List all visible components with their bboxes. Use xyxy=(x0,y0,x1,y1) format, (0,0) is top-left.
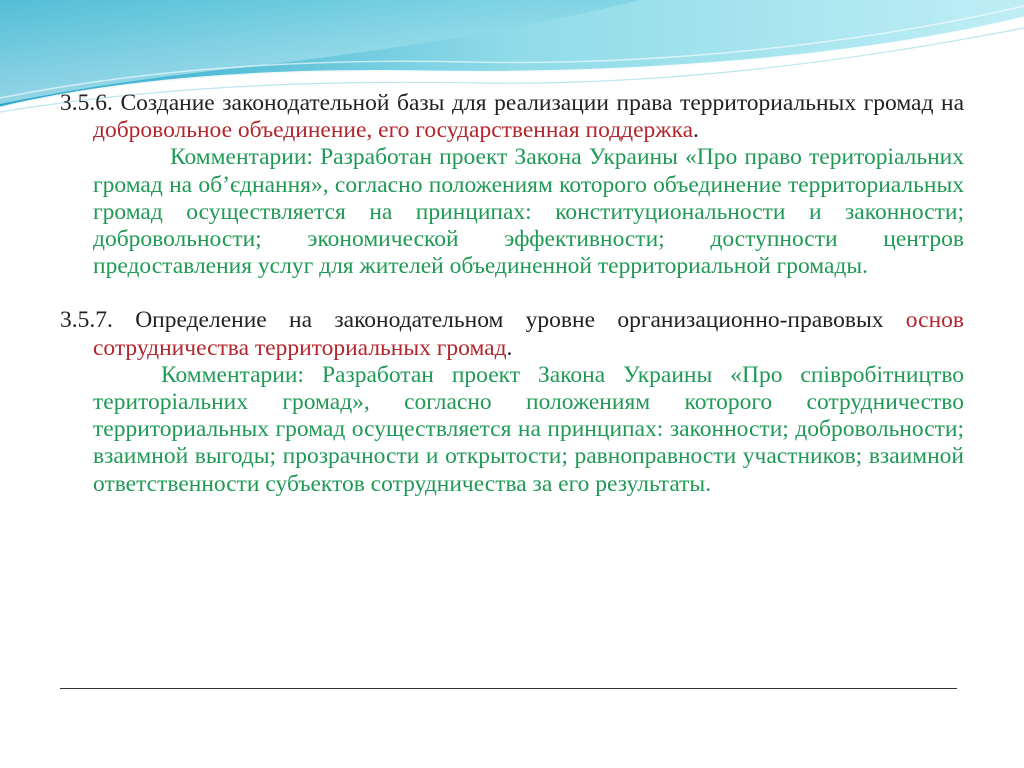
section-number: 3.5.7. xyxy=(60,307,113,334)
section-text-end: . xyxy=(506,334,513,361)
section-highlight: добровольное объединение, его государственная поддержка xyxy=(93,117,694,144)
section-comment-3-5-7: Комментарии: Разработан проект Закона Украины «Про співробітництво територіальних громад», согласно положениям которого сотрудничество территориальных громад осуществляется на принципах: законности; добровольности; взаимной выгоды; прозрачности и открытости; равноправности участников; взаимной ответственности субъектов сотрудничества за его результаты. xyxy=(93,361,964,497)
section-text: Определение на законодательном уровне организационно-правовых xyxy=(135,307,906,334)
section-text: Создание законодательной базы для реализации права территориальных громад на xyxy=(120,90,965,116)
section-comment-3-5-6: Комментарии: Разработан проект Закона Украины «Про право територіальних громад на об’єднання», согласно положениям которого объединение территориальных громад осуществляется на принципах: конституциональности и законности; добровольности; экономической эффективности; доступности центров предоставления услуг для жителей объединенной территориальной громады. xyxy=(93,144,964,280)
section-text-end: . xyxy=(693,117,699,144)
section-heading-3-5-6 xyxy=(60,90,964,144)
section-highlight: основ сотрудничества территориальных громад xyxy=(93,307,964,361)
footnote-divider xyxy=(60,688,957,689)
section-number: 3.5.6. xyxy=(60,90,113,116)
section-heading-3-5-7 xyxy=(60,307,964,361)
slide-body xyxy=(60,90,964,498)
spacer xyxy=(60,280,964,307)
